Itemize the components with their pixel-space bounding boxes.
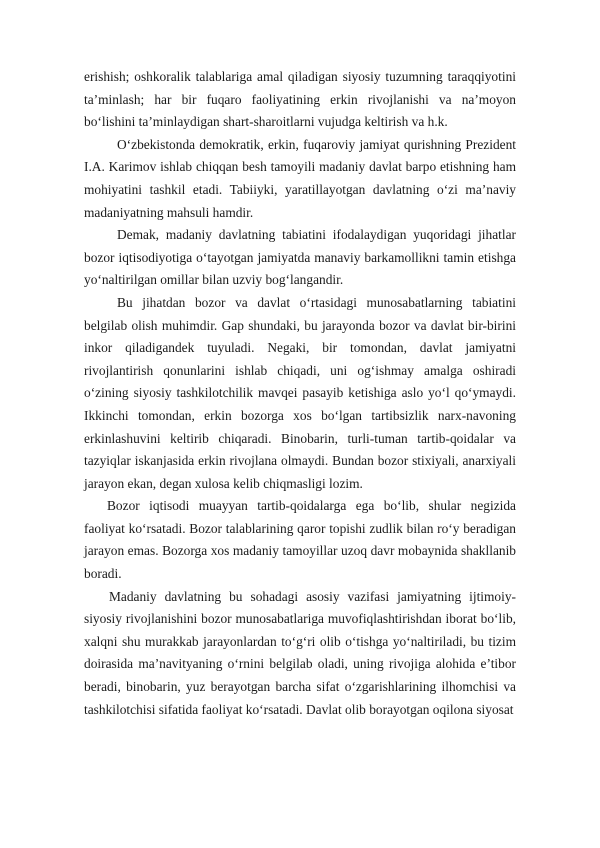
paragraph-market-and-state: Bu jihatdan bozor va davlat o‘rtasidagi munosabatlarning tabiatini belgilab olish muhimdir. Gap shundaki, bu jarayonda bozor va davlat bir-birini inkor qiladigandek tuyuladi. Negaki, bir tomondan, davlat jamiyatni rivojlantirish qonunlarini ishlab chiqadi, uni og‘ishmay amalga oshiradi o‘zining siyosiy tashkilotchilik mavqei pasayib ketishiga aslo yo‘l qo‘ymaydi. Ikkinchi tomondan, erkin bozorga xos bo‘lgan tartibsizlik narx-navoning erkinlashuvini keltirib chiqaradi. Binobarin, turli-tuman tartib-qoidalar va tazyiqlar iskanjasida erkin rivojlana olmaydi. Bundan bozor stixiyali, anarxiyali jarayon ekan, degan xulosa kelib chiqmasligi lozim. (84, 294, 516, 491)
paragraph-state-main-task: Madaniy davlatning bu sohadagi asosiy vazifasi jamiyatning ijtimoiy-siyosiy rivojlanishini bozor munosabatlariga muvofiqlashtirishdan iborat bo‘lib, xalqni shu murakkab jarayonlardan to‘g‘ri olib o‘tishga yo‘naltiriladi, bu tizim doirasida ma’navityaning o‘rnini belgilab oladi, uning rivojiga alohida e’tibor beradi, binobarin, yuz berayotgan barcha sifat o‘zgarishlarining ilhomchisi va tashkilotchisi sifatida faoliyat ko‘rsatadi. Davlat olib borayotgan oqilona siyosat (84, 588, 516, 717)
paragraph-cultural-state-features: Demak, madaniy davlatning tabiatini ifodalaydigan yuqoridagi jihatlar bozor iqtisodiyotiga o‘tayotgan jamiyatda manaviy barkamollikni tamin etishga yo‘naltirilgan omillar bilan uzviy bog‘langandir. (84, 227, 516, 288)
paragraph-market-economy-rules: Bozor iqtisodi muayyan tartib-qoidalarga ega bo‘lib, shular negizida faoliyat ko‘rsatadi. Bozor talablarining qaror topishi zudlik bilan ro‘y beradigan jarayon emas. Bozorga xos madaniy tamoyillar uzoq davr mobaynida shakllanib boradi. (84, 498, 516, 582)
paragraph-five-principles: O‘zbekistonda demokratik, erkin, fuqaroviy jamiyat qurishning Prezident I.A. Karimov ishlab chiqqan besh tamoyili madaniy davlat barpo etishning ham mohiyatini tashkil etadi. Tabiiyki, yaratillayotgan davlatning o‘zi ma’naviy madaniyatning mahsuli hamdir. (84, 136, 516, 220)
paragraph-continuation: erishish; oshkoralik talablariga amal qiladigan siyosiy tuzumning taraqqiyotini ta’minlash; har bir fuqaro faoliyatining erkin rivojlanishi va na’moyon bo‘lishini ta’minlaydigan shart-sharoitlarni vujudga keltirish va h.k. (84, 69, 516, 130)
